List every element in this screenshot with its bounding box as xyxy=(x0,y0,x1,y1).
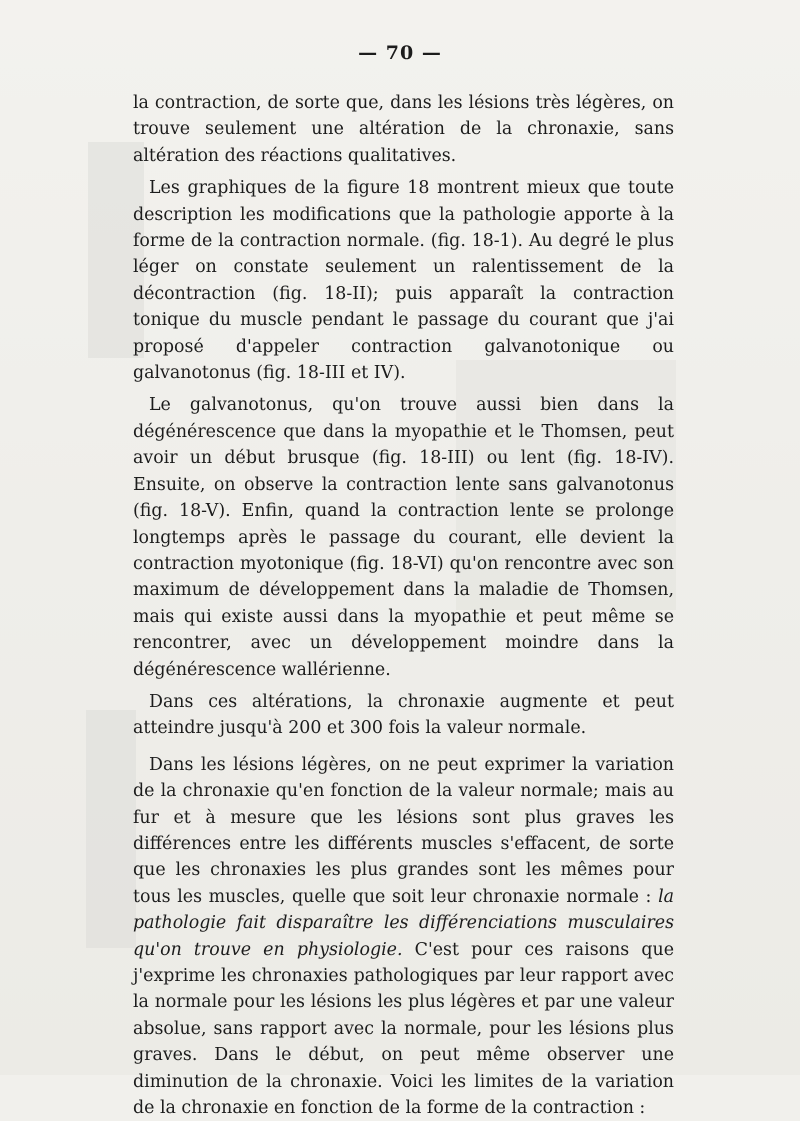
paragraph-text: Dans les lésions légères, on ne peut exprimer la variation de la chronaxie qu'en fonction de la valeur normale; mais au fur et à mesure que les lésions sont plus graves les différences entre les différents muscles s'effacent, de sorte que les chronaxies les plus grandes sont les mêmes pour tous les muscles, quelle que soit leur chronaxie normale : xyxy=(133,754,674,907)
paragraph: la contraction, de sorte que, dans les lésions très légères, on trouve seulement une altération de la chronaxie, sans altération des réactions qualitatives. xyxy=(133,93,674,166)
paragraph: Dans ces altérations, la chronaxie augmente et peut atteindre jusqu'à 200 et 300 fois la valeur normale. xyxy=(133,691,674,739)
emphasis-text: la pathologie fait disparaître les différenciations musculaires qu'on trouve en physiologie. xyxy=(133,886,674,960)
body-text xyxy=(133,90,674,1121)
paragraph: Le galvanotonus, qu'on trouve aussi bien dans la dégénérescence que dans la myopathie et le Thomsen, peut avoir un début brusque (fig. 18-III) ou lent (fig. 18-IV). Ensuite, on observe la contraction lente sans galvanotonus (fig. 18-V). Enfin, quand la contraction lente se prolonge longtemps après le passage du courant, elle devient la contraction myotonique (fig. 18-VI) qu'on rencontre avec son maximum de développement dans la maladie de Thomsen, mais qui existe aussi dans la myopathie et peut même se rencontrer, avec un développement moindre dans la dégénérescence wallérienne. xyxy=(133,395,674,680)
page-number: — 70 — xyxy=(358,42,442,64)
paragraph: Les graphiques de la figure 18 montrent mieux que toute description les modifications que la pathologie apporte à la forme de la contraction normale. (fig. 18-1). Au degré le plus léger on constate seulement un ralentissement de la décontraction (fig. 18-II); puis apparaît la contraction tonique du muscle pendant le passage du courant que j'ai proposé d'appeler contraction galvanotonique ou galvanotonus (fig. 18-III et IV). xyxy=(133,178,674,384)
paragraph xyxy=(133,752,674,1121)
paragraph-text: C'est pour ces raisons que j'exprime les chronaxies pathologiques par leur rapport avec la normale pour les lésions les plus légères et par une valeur absolue, sans rapport avec la normale, pour les lésions plus graves. Dans le début, on peut même observer une diminution de la chronaxie. Voici les limites de la variation de la chronaxie en fonction de la forme de la contraction : xyxy=(133,939,674,1119)
scan-shadow xyxy=(86,710,136,948)
